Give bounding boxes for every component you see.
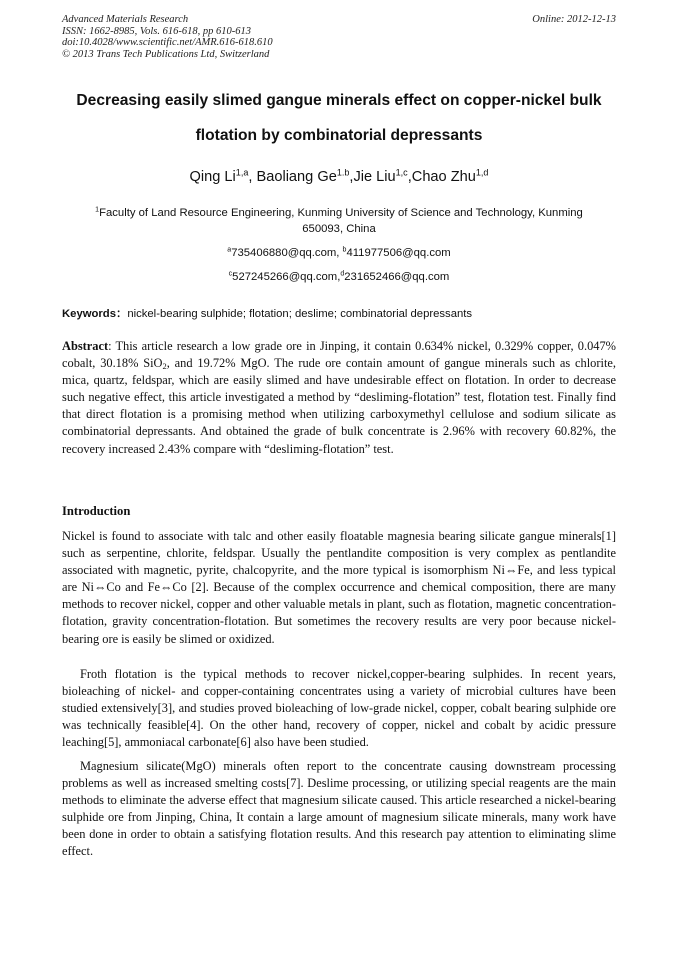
author-separator: ,: [349, 169, 354, 185]
abstract-text-part-1: This article research a low grade ore in Jinping, it contain 0.634% nickel, 0.329% copper, 0.047% cobalt, 30.18% SiO: [62, 339, 616, 371]
email-mark: c: [228, 270, 233, 278]
paper-title-line-1: Decreasing easily slimed gangue minerals effect on copper-nickel bulk: [76, 92, 602, 109]
author-affiliation-mark: 1,c: [395, 167, 408, 178]
journal-name: Advanced Materials Research: [62, 14, 189, 25]
email-line-1: [62, 245, 616, 261]
email-address: 527245266@qq.com,: [232, 271, 341, 283]
author-list: [50, 167, 628, 187]
affiliation: [62, 205, 616, 237]
author-affiliation-mark: 1,a: [235, 167, 249, 178]
affiliation-line-1: [62, 205, 616, 221]
affiliation-text: Faculty of Land Resource Engineering, Kunming University of Science and Technology, Kunming: [99, 207, 583, 219]
doi-line: doi:10.4028/www.scientific.net/AMR.616-618.610: [62, 37, 273, 49]
section-heading-introduction: Introduction: [62, 504, 131, 518]
introduction-paragraph-1: Nickel is found to associate with talc and other easily floatable magnesia bearing silicate gangue minerals[1] such as serpentine, chlorite, feldspar. Usually the pentlandite composition is very complex as pentlandite associated with magnetic, pyrite, chalcopyrite, and the more typical is isomorphism Ni⇔Fe, and less typical are Ni⇔Co and Fe⇔Co [2]. Because of the complex occurrence and chemical composition, there are many methods to recover nickel, copper and other valuable metals in plant, such as flotation, magnetic concentration-flotation, gravity concentration-flotation. But sometimes the recovery results are very poor because nickel-bearing ore is easily be slimed or oxidized.: [62, 529, 616, 646]
paper-title-line-2: flotation by combinatorial depressants: [195, 127, 483, 144]
author-separator: ,: [407, 169, 412, 185]
author-affiliation-mark: 1,d: [475, 167, 489, 178]
affiliation-mark: 1: [95, 206, 100, 214]
copyright-line: © 2013 Trans Tech Publications Ltd, Switzerland: [62, 48, 270, 60]
abstract-subscript: 2: [162, 361, 167, 372]
keywords-label: Keywords: [62, 308, 116, 320]
author-name: Jie Liu: [353, 169, 396, 185]
keywords-separator: ：: [116, 308, 128, 320]
author-affiliation-mark: 1.b: [336, 167, 350, 178]
affiliation-line-2: 650093, China: [302, 223, 376, 235]
abstract-label: Abstract: [62, 339, 109, 353]
email-line-2: [62, 269, 616, 285]
abstract-text-part-2: , and 19.72% MgO. The rude ore contain amount of gangue minerals such as chlorite, mica, quartz, feldspar, which are easily slimed and have undesirable effect on flotation. In order to decrease such negative effect, this article investigated a method by “desliming-flotation” test, flotation test. Finally find that direct flotation is a promising method when utilizing carboxymethyl cellulose and sodium silicate as combinatorial depressants. And obtained the grade of bulk concentrate is 2.96% with recovery 60.82%, the recovery increased 2.43% compare with “desliming-flotation” test.: [62, 356, 616, 456]
email-address: 735406880@qq.com,: [231, 247, 343, 259]
author-name: Qing Li: [189, 169, 236, 185]
author-separator: ,: [248, 169, 257, 185]
email-address: 411977506@qq.com: [346, 247, 451, 259]
issn-line: ISSN: 1662-8985, Vols. 616-618, pp 610-613: [62, 25, 251, 37]
author-name: Baoliang Ge: [256, 169, 337, 185]
author-name: Chao Zhu: [411, 169, 476, 185]
introduction-paragraph-3: Magnesium silicate(MgO) minerals often report to the concentrate causing downstream processing problems as well as increased smelting costs[7]. Deslime processing, or utilizing special reagents are the main methods to eliminate the adverse effect that magnesium silicate caused. This article researched a nickel-bearing sulphide ore from Jinping, China, It contain a large amount of magnesium silicate minerals, many work have been done in order to obtain a satisfying flotation results. And this research pay attention to eliminating slime effect.: [62, 759, 616, 859]
keywords-text: nickel-bearing sulphide; flotation; deslime; combinatorial depressants: [127, 308, 473, 320]
email-mark: b: [342, 246, 347, 254]
abstract: [62, 338, 616, 458]
email-address: 231652466@qq.com: [344, 271, 450, 283]
journal-header: [62, 14, 616, 60]
email-mark: d: [340, 270, 345, 278]
introduction-paragraph-2: Froth flotation is the typical methods to recover nickel,copper-bearing sulphides. In recent years, bioleaching of nickel- and copper-containing concentrates using a variety of microbial cultures have been studied extensively[3], and studies proved bioleaching of low-grade nickel, copper, cobalt bearing sulphide ore was technically feasible[4]. On the other hand, recovery of copper, nickel and cobalt by acidic pressure leaching[5], ammoniacal carbonate[6] also have been studied.: [62, 667, 616, 750]
keywords: [62, 306, 616, 322]
email-mark: a: [227, 246, 232, 254]
abstract-separator: :: [108, 339, 116, 353]
online-date: Online: 2012-12-13: [532, 14, 616, 25]
